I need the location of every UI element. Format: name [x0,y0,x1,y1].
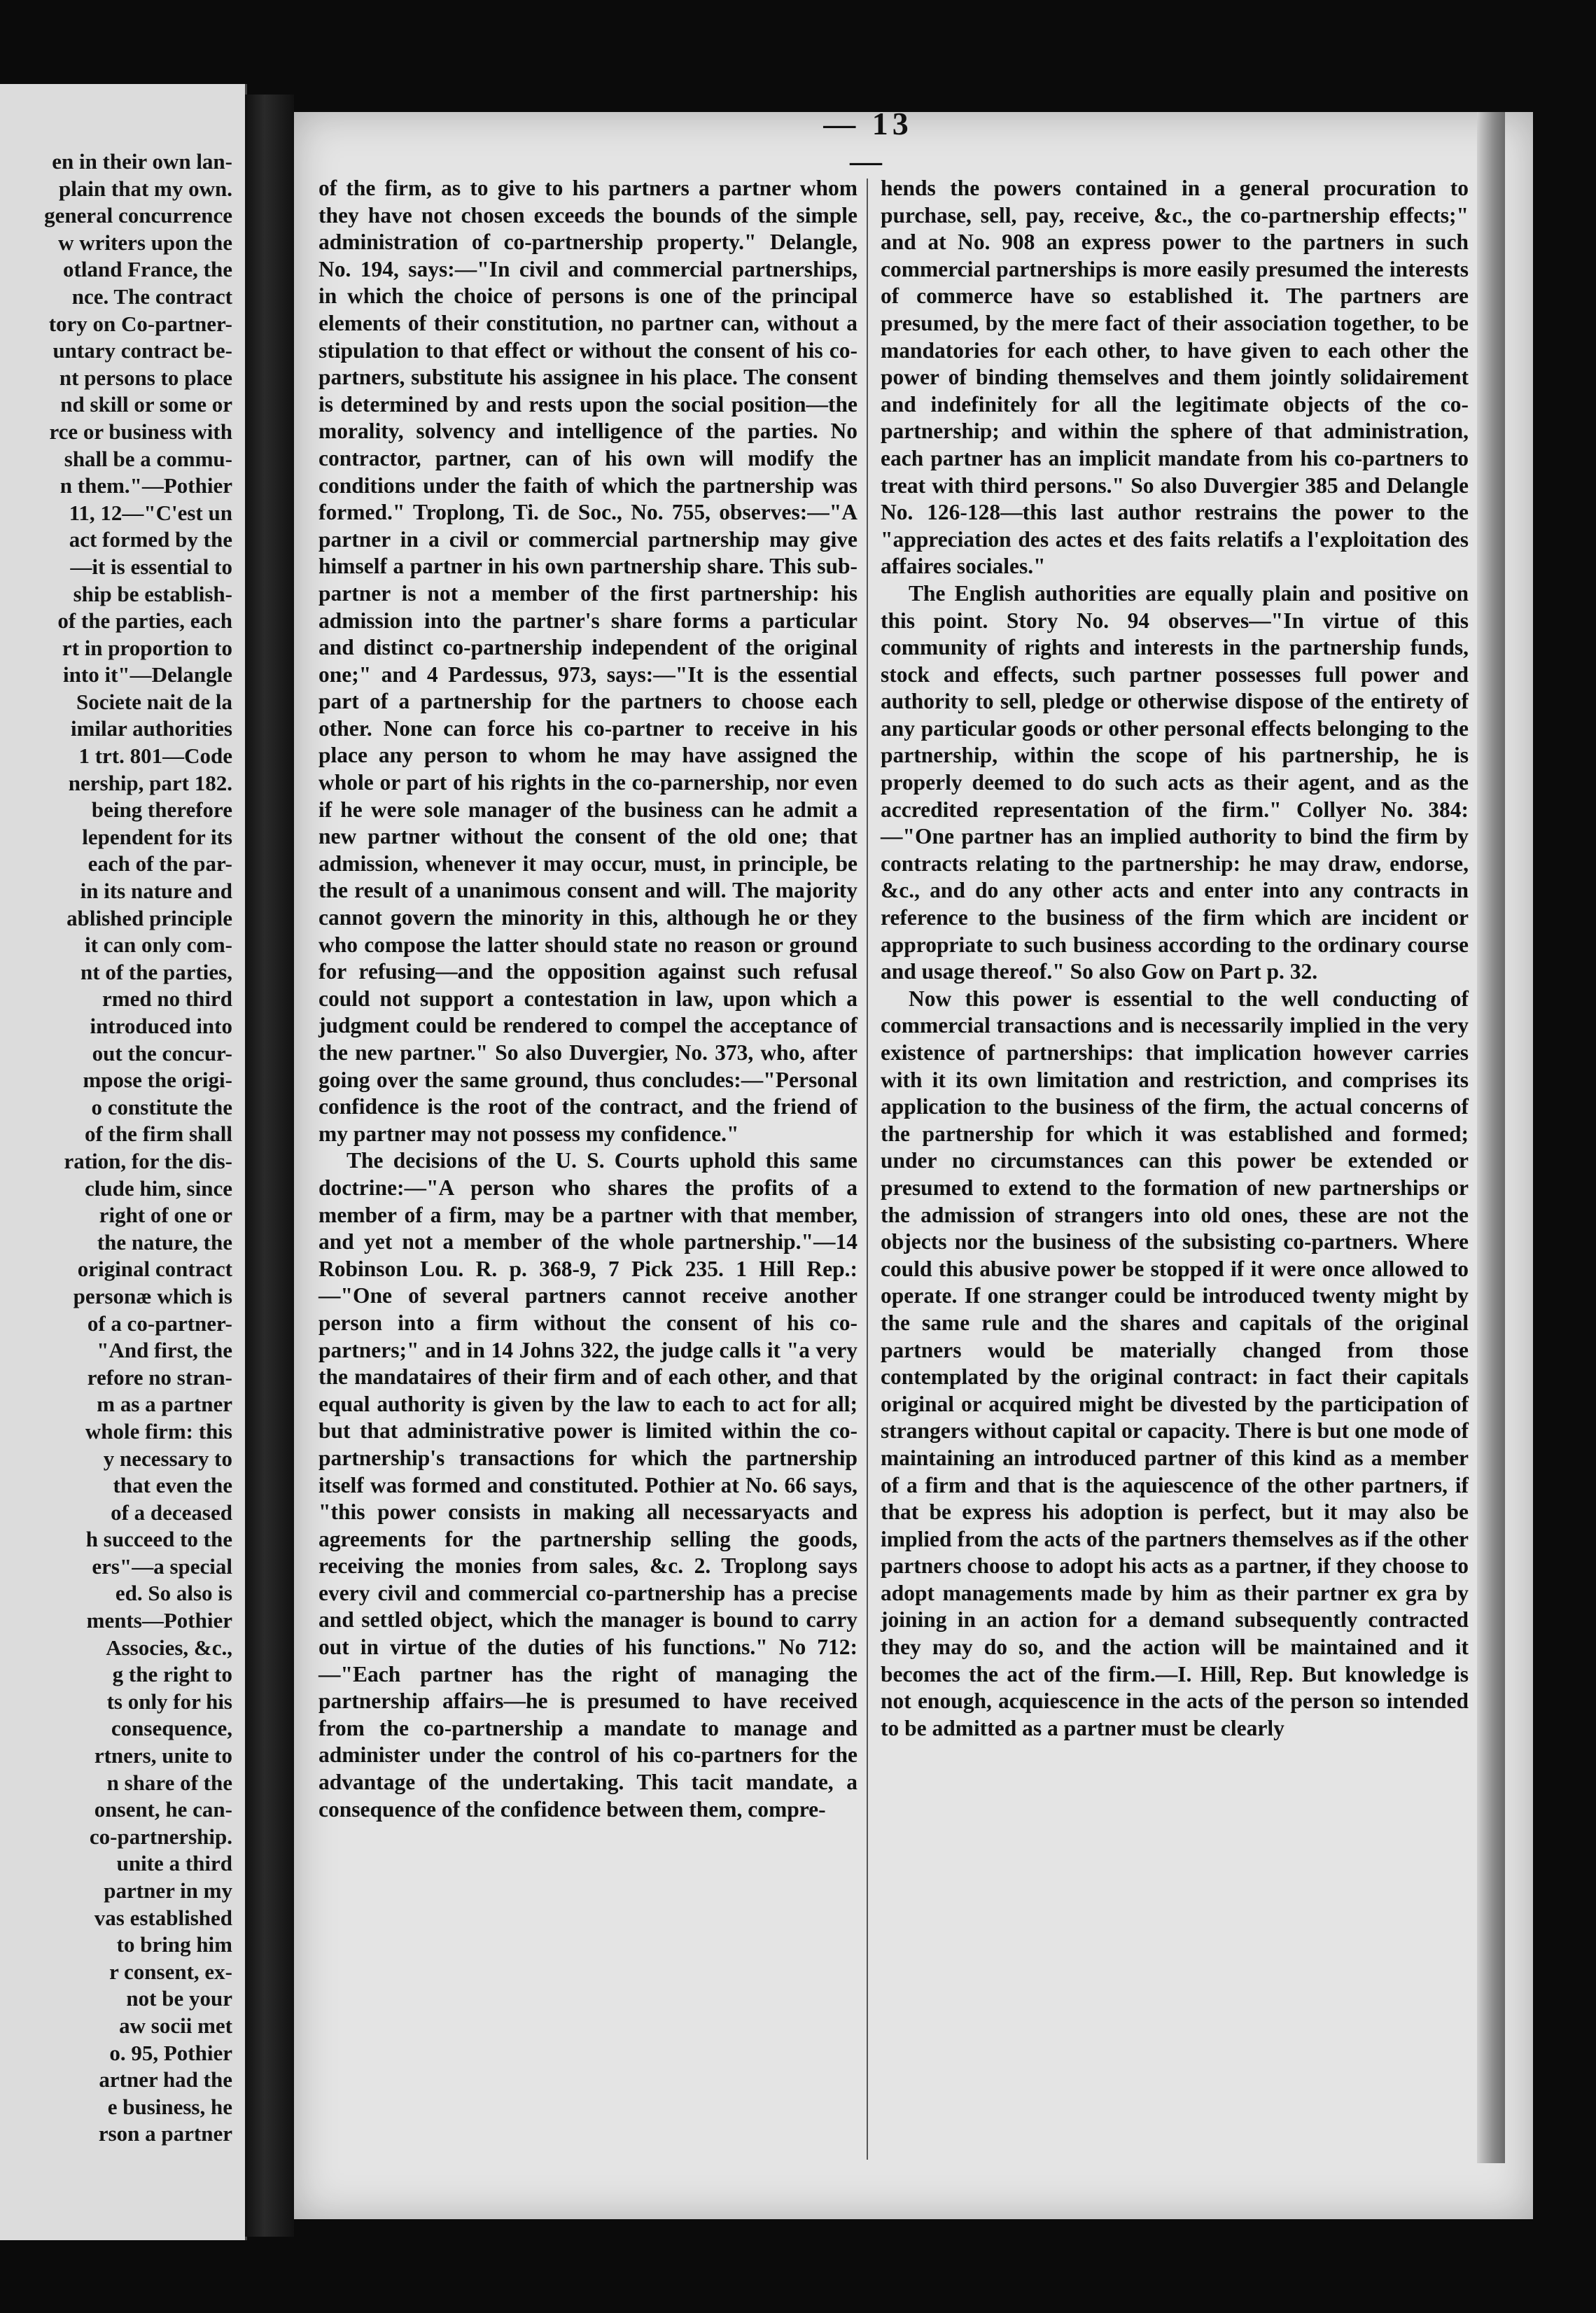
left-page-line: of a co-partner- [87,1311,232,1336]
paragraph: The decisions of the U. S. Courts uphold this same doctrine:—"A person who shares the profits of a member of a firm, may be a partner with that member, and yet not a member of the whole partnership."—14 Robinson Lou. R. p. 368-9, 7 Pick 235. 1 Hill Rep.:—"One of several partners cannot receive another person into a firm without the consent of his co-partners;" and in 14 Johns 322, the judge calls it "a very the mandataires of their firm and of each other, and that equal authority is given by the law to each to act for all; but that administrative power is limited within the co-partnership's transactions for which the partnership itself was formed and constituted. Pothier at No. 66 says, "this power consists in making all necessaryacts and agreements for the partnership selling the goods, receiving the monies from sales, &c. 2. Troplong says every civil and commercial co-partnership has a precise and settled object, which the manager is bound to carry out in virtue of the duties of his functions." No 712:—"Each partner has the right of managing the partnership affairs—he is presumed to have received from the co-partnership a mandate to manage and administer under the control of his co-partners for the advantage of the undertaking. This tacit mandate, a consequence of the confidence between them, compre- [318,1148,858,1822]
left-page-line: unite a third [116,1851,232,1876]
left-page-line: h succeed to the [85,1527,232,1552]
left-page-line: act formed by the [69,527,232,552]
left-page-line: mpose the origi- [83,1068,232,1093]
left-page-line: nd skill or some or [60,392,232,417]
left-page-line: ts only for his [106,1689,232,1714]
left-page-line: o. 95, Pothier [109,2040,232,2065]
left-page-line: aw socii met [119,2013,232,2038]
left-page-line: nership, part 182. [68,770,232,795]
left-page-line: Associes, &c., [106,1635,232,1660]
left-page-line: 11, 12—"C'est un [69,500,232,525]
left-page-line: in its nature and [80,879,232,904]
left-page-line: of the firm shall [85,1121,232,1147]
page-number: — 13 — [823,106,913,179]
left-page-line: y necessary to [103,1446,232,1471]
left-page-line: the nature, the [97,1229,232,1255]
left-page-line: consequence, [111,1716,232,1741]
paragraph: Now this power is essential to the well conducting of commercial transactions and is necessarily implied in the very existence of partnerships: that implication however carries with it its own limitation and restriction, and comprises its application to the business of the firm, the actual concerns of the partnership for which it was established and formed; under no circumstances can this power be extended or presumed to extend to the formation of new partnerships or the admission of strangers into old ones, these are not the objects nor the business of the subsisting co-partners. Where could this abusive power be stopped if it were once allowed to operate. If one stranger could be introduced twenty might by the same rule and the shares and capitals of the original partners would be materially changed from those contemplated by the original contract: in fact their capitals original or acquired might be divested by the participation of strangers without capital or capacity. There is but one mode of maintaining an introduced partner of this kind as a member of a firm and that is the aquiescence of the other partners, if that be express his adoption is perfect, but it may also be implied from the acts of the partners themselves as if the other partners choose to adopt his acts as a partner, if they choose to adopt managements made by him as their partner ex gra by joining in an action for a demand subsequently contracted they may do so, and the action will be maintained and it becomes the act of the firm.—I. Hill, Rep. But knowledge is not enough, acquiescence in the acts of the person so intended to be admitted as a partner must be clearly [881,986,1469,1740]
left-page-line: m as a partner [97,1392,232,1417]
left-page-line: ed. So also is [115,1581,232,1606]
left-page-line: partner in my [104,1878,232,1903]
left-page-line: rt in proportion to [62,635,232,660]
left-page-line: of the parties, each [57,608,232,634]
left-page-line: general concurrence [44,203,232,228]
left-page-line: imilar authorities [70,716,232,741]
left-page-line: lependent for its [82,824,232,849]
left-page-line: ments—Pothier [86,1608,232,1633]
left-page-line: g the right to [112,1662,232,1687]
left-page-line: of a deceased [111,1500,232,1525]
left-page-line: whole firm: this [85,1418,232,1444]
left-page-line: refore no stran- [87,1364,232,1390]
left-page-line: rtners, unite to [94,1743,232,1768]
text-column-2 [881,175,1469,1742]
left-page-line: ship be establish- [73,581,232,606]
left-page-line: it can only com- [85,932,232,958]
left-page-line: clude him, since [85,1175,232,1201]
left-page-line: right of one or [99,1203,232,1228]
left-page-line: introduced into [90,1014,232,1038]
left-page-line: nt persons to place [59,365,232,390]
paragraph: hends the powers contained in a general procuration to purchase, sell, pay, receive, &c., the co-partnership effects;" and at No. 908 an express power to the partners in such commercial partnerships is more easily presumed the interests of commerce have so established it. The partners are presumed, by the mere fact of their association together, to be mandatories for each other, to have given to each other the power of binding themselves and them jointly solidairement and indefinitely for all the legitimate objects of the co-partnership; and within the sphere of that administration, each partner has an implicit mandate from his co-partners to treat with third persons." So also Duvergier 385 and Delangle No. 126-128—this last author restrains the power to the "appreciation des actes et des faits relatifs a l'exploitation des affaires sociales." [881,176,1469,579]
left-page-line: "And first, the [97,1338,232,1363]
left-page-line: rce or business with [49,419,232,444]
left-page-line: n share of the [106,1770,232,1795]
left-page-line: n them."—Pothier [59,473,232,498]
left-page-line: e business, he [107,2094,232,2119]
paragraph: The English authorities are equally plain and positive on this point. Story No. 94 observes—"In virtue of this community of rights and interests in the partnership funds, stock and effects, such partner possesses full power and authority to sell, pledge or otherwise dispose of the entirety of any particular goods or other personal effects belonging to the partnership, within the scope of his partnership, he is properly deemed to do such acts as their agent, and as the accredited representation of the firm." Collyer No. 384:—"One partner has an implied authority to bind the firm by contracts relating to the partnership: he may draw, endorse, &c., and do any other acts and enter into any contracts in reference to the business of the firm which are incident or appropriate to such business according to the ordinary course and usage thereof." So also Gow on Part p. 32. [881,580,1469,984]
left-page-line: o constitute the [91,1094,232,1119]
left-page-line: tory on Co-partner- [48,311,232,336]
left-page-line: Societe nait de la [76,689,232,714]
left-page-line: co-partnership. [89,1824,232,1849]
left-page-line: personæ which is [73,1283,232,1308]
left-page-line: being therefore [91,797,232,823]
left-page-line: rmed no third [102,986,232,1012]
left-page-line: rson a partner [98,2121,232,2146]
left-page-line: nce. The contract [71,284,232,309]
left-page-line: ers"—a special [92,1553,232,1579]
left-page [0,84,247,2240]
left-page-line: that even the [113,1473,232,1498]
left-page-line: original contract [77,1257,232,1282]
left-page-line: not be your [126,1986,232,2011]
paragraph: of the firm, as to give to his partners a partner whom they have not chosen exceeds the bounds of the simple administration of co-partnership property." Delangle, No. 194, says:—"In civil and commercial partnerships, in which the choice of persons is one of the principal elements of their constitution, no partner can, without a stipulation to that effect or without the consent of his co-partners, substitute his assignee in his place. The consent is determined by and rests upon the social position—the morality, solvency and intelligence of the parties. No contractor, partner, can of his own will modify the conditions under the faith of which the partnership was formed." Troplong, Ti. de Soc., No. 755, observes:—"A partner in a civil or commercial partnership may give himself a partner in his own partnership share. This sub-partner is not a member of the first partnership: his admission into the partner's share forms a particular and distinct co-partnership independent of the original one;" and 4 Pardessus, 973, says:—"It is the essential part of a partnership for the partners to choose each other. None can force his co-partner to receive in his place any person to whom he may have assigned the whole or part of his rights in the co-parnership, nor even if he were sole manager of the business can he admit a new partner without the consent of the old one; that admission, whenever it may occur, must, in principle, be the result of a unanimous consent and will. The majority cannot govern the minority in this, although he or they who compose the latter should state no reason or ground for refusing—and the opposition against such refusal could not support a contestation in law, upon which a judgment could be rendered to compel the acceptance of the new partner." So also Duvergier, No. 373, who, after going over the same ground, thus concludes:—"Personal confidence is the root of the contract, and the friend of my partner may not possess my confidence." [318,176,858,1146]
book-gutter [245,95,294,2237]
page-edge-shadow [1477,112,1505,2163]
column-divider [867,179,868,2160]
left-page-line: 1 trt. 801—Code [78,743,232,769]
left-page-line: out the concur- [92,1040,232,1065]
left-page-line: vas established [94,1905,232,1930]
left-page-line: untary contract be- [52,338,232,363]
left-page-line: artner had the [99,2067,232,2092]
left-page-line: plain that my own. [58,176,232,201]
left-page-line: r consent, ex- [109,1959,232,1984]
left-page-line: w writers upon the [58,230,232,255]
left-page-line: en in their own lan- [52,149,232,174]
text-column-1 [318,175,858,1823]
left-page-line: each of the par- [88,851,232,876]
left-page-line: shall be a commu- [64,446,232,471]
left-page-line: nt of the parties, [80,959,232,984]
left-page-line: onsent, he can- [94,1797,232,1822]
left-page-line: —it is essential to [70,554,232,579]
left-page-line: otland France, the [63,257,232,282]
left-page-text-fragments [0,148,232,2148]
left-page-line: to bring him [116,1932,232,1957]
left-page-line: ration, for the dis- [64,1148,232,1173]
left-page-line: into it"—Delangle [63,662,232,687]
left-page-line: ablished principle [66,905,232,930]
